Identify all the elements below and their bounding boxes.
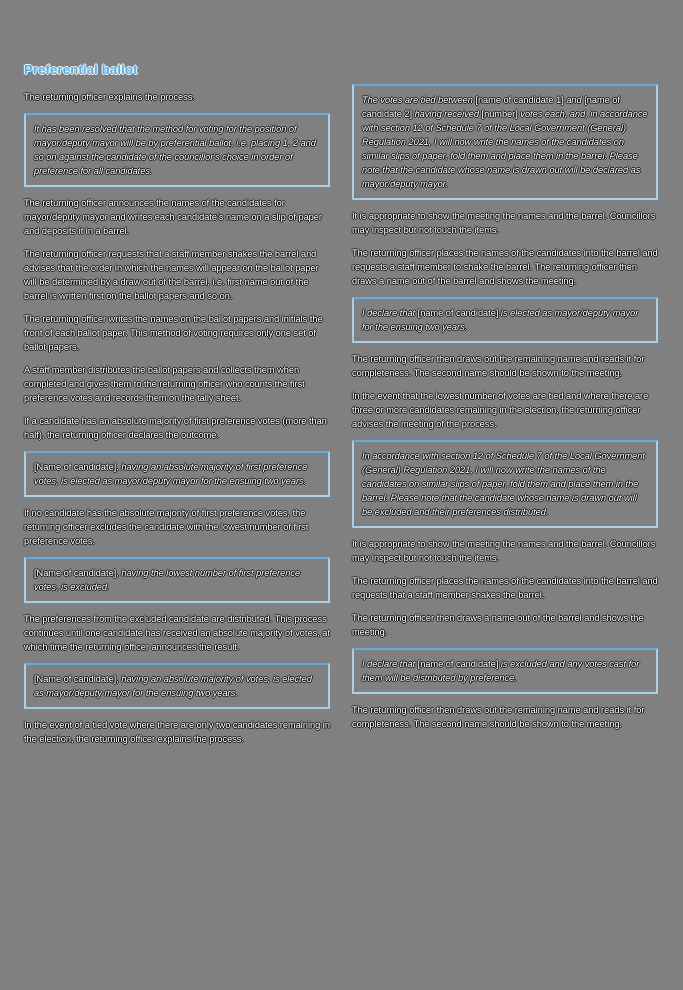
paragraph: It is appropriate to show the meeting the names and the barrel. Councillors may inspect but not touch the items. [352,539,656,563]
paragraph: The returning officer places the names of the candidates into the barrel and requests that a staff member shakes the barrel. [352,576,658,600]
quote-text: having an absolute majority of votes, is elected as mayor/deputy mayor for the ensuing two years. [34,674,312,698]
paragraph: The returning officer requests that a staff member shakes the barrel and advises that the order in which the names will appear on the ballot paper will be determined by a draw out of the barrel, i.e. first name out of the barrel is written first on the ballot papers and so on. [24,249,319,301]
quote-text: and [563,95,585,105]
candidate-placeholder: [name of candidate 1] [475,95,564,105]
script-quote-box [352,84,658,200]
candidate-placeholder: [name of candidate] [417,308,499,318]
paragraph: It is appropriate to show the meeting the names and the barrel. Councillors may inspect but not touch the items. [352,211,656,235]
candidate-placeholder: [Name of candidate], [34,568,119,578]
quote-text: having received [412,109,482,119]
left-column [24,90,330,755]
paragraph: In the event of a tied vote where there are only two candidates remaining in the election, the returning officer explains the process. [24,720,330,744]
paragraph: If a candidate has an absolute majority of first preference votes (more than half), the returning officer declares the outcome. [24,416,327,440]
paragraph: The preferences from the excluded candidate are distributed. This process continues until one candidate has received an absolute majority of votes, at which time the returning officer announces the result. [24,614,330,652]
script-quote-box [24,451,330,497]
paragraph: The returning officer places the names of the candidates into the barrel and requests a staff member to shake the barrel. The returning officer then draws a name out of the barrel and shows the meeting. [352,248,658,286]
candidate-placeholder: [name of candidate 2] [362,95,620,119]
quote-text: In accordance with section 12 of Schedule 7 of the Local Government (General) Regulation 2021, I will now write the names of the candidates on similar slips of paper, fold them and place them in the barrel. Please note that the candidate whose name is drawn out will be excluded and their preferences distributed. [362,451,645,517]
quote-text: I declare that [362,308,418,318]
script-quote-box [352,440,658,528]
paragraph: The returning officer explains the process. [24,92,195,102]
candidate-placeholder: [Name of candidate], [34,462,119,472]
quote-text: having the lowest number of first preference votes, is excluded. [34,568,301,592]
quote-text: It has been resolved that the method for voting for the position of mayor/deputy mayor will be by preferential ballot, i.e. placing 1, 2 and so on against the candidate of the councillor's choice in order of preference for all candidates. [34,124,316,176]
paragraph: The returning officer then draws out the remaining name and reads it for completeness. The second name should be shown to the meeting. [352,354,645,378]
candidate-placeholder: [name of candidate] [417,659,499,669]
quote-text: having an absolute majority of first preference votes, is elected as mayor/deputy mayor for the ensuing two years. [34,462,308,486]
quote-text: I declare that [362,659,418,669]
paragraph: The returning officer then draws a name out of the barrel and shows the meeting. [352,613,644,637]
paragraph: If no candidate has the absolute majority of first preference votes, the returning officer excludes the candidate with the lowest number of first preference votes. [24,508,309,546]
paragraph: In the event that the lowest number of votes are tied and where there are three or more candidates remaining in the election, the returning officer advises the meeting of the process. [352,391,649,429]
paragraph: The returning officer writes the names on the ballot papers and initials the front of each ballot paper. This method of voting requires only one set of ballot papers. [24,314,323,352]
script-quote-box [352,297,658,343]
page-title: Preferential ballot [24,62,138,77]
script-quote-box [352,648,658,694]
quote-text: votes each, and, in accordance with section 12 of Schedule 7 of the Local Government (General) Regulation 2021, I will now write the names of the candidates on similar slips of paper, fold them and place them in the barrel. Please note that the candidate whose name is drawn out will be declared as mayor/deputy mayor. [362,109,648,189]
quote-text: The votes are tied between [362,95,476,105]
paragraph: The returning officer then draws out the remaining name and reads it for completeness. The second name should be shown to the meeting. [352,705,645,729]
candidate-placeholder: [Name of candidate], [34,674,119,684]
script-quote-box [24,557,330,603]
quote-text: is elected as mayor/deputy mayor for the ensuing two years. [362,308,639,332]
paragraph: A staff member distributes the ballot papers and collects them when completed and gives them to the returning officer who counts the first preference votes and records them on the tally sheet. [24,365,305,403]
script-quote-box [24,113,330,187]
number-placeholder: [number] [481,109,518,119]
script-quote-box [24,663,330,709]
paragraph: The returning officer announces the names of the candidates for mayor/deputy mayor and writes each candidate's name on a slip of paper and deposits it in a barrel. [24,198,322,236]
right-column [352,84,658,740]
quote-text: is excluded and any votes cast for them will be distributed by preference. [362,659,640,683]
